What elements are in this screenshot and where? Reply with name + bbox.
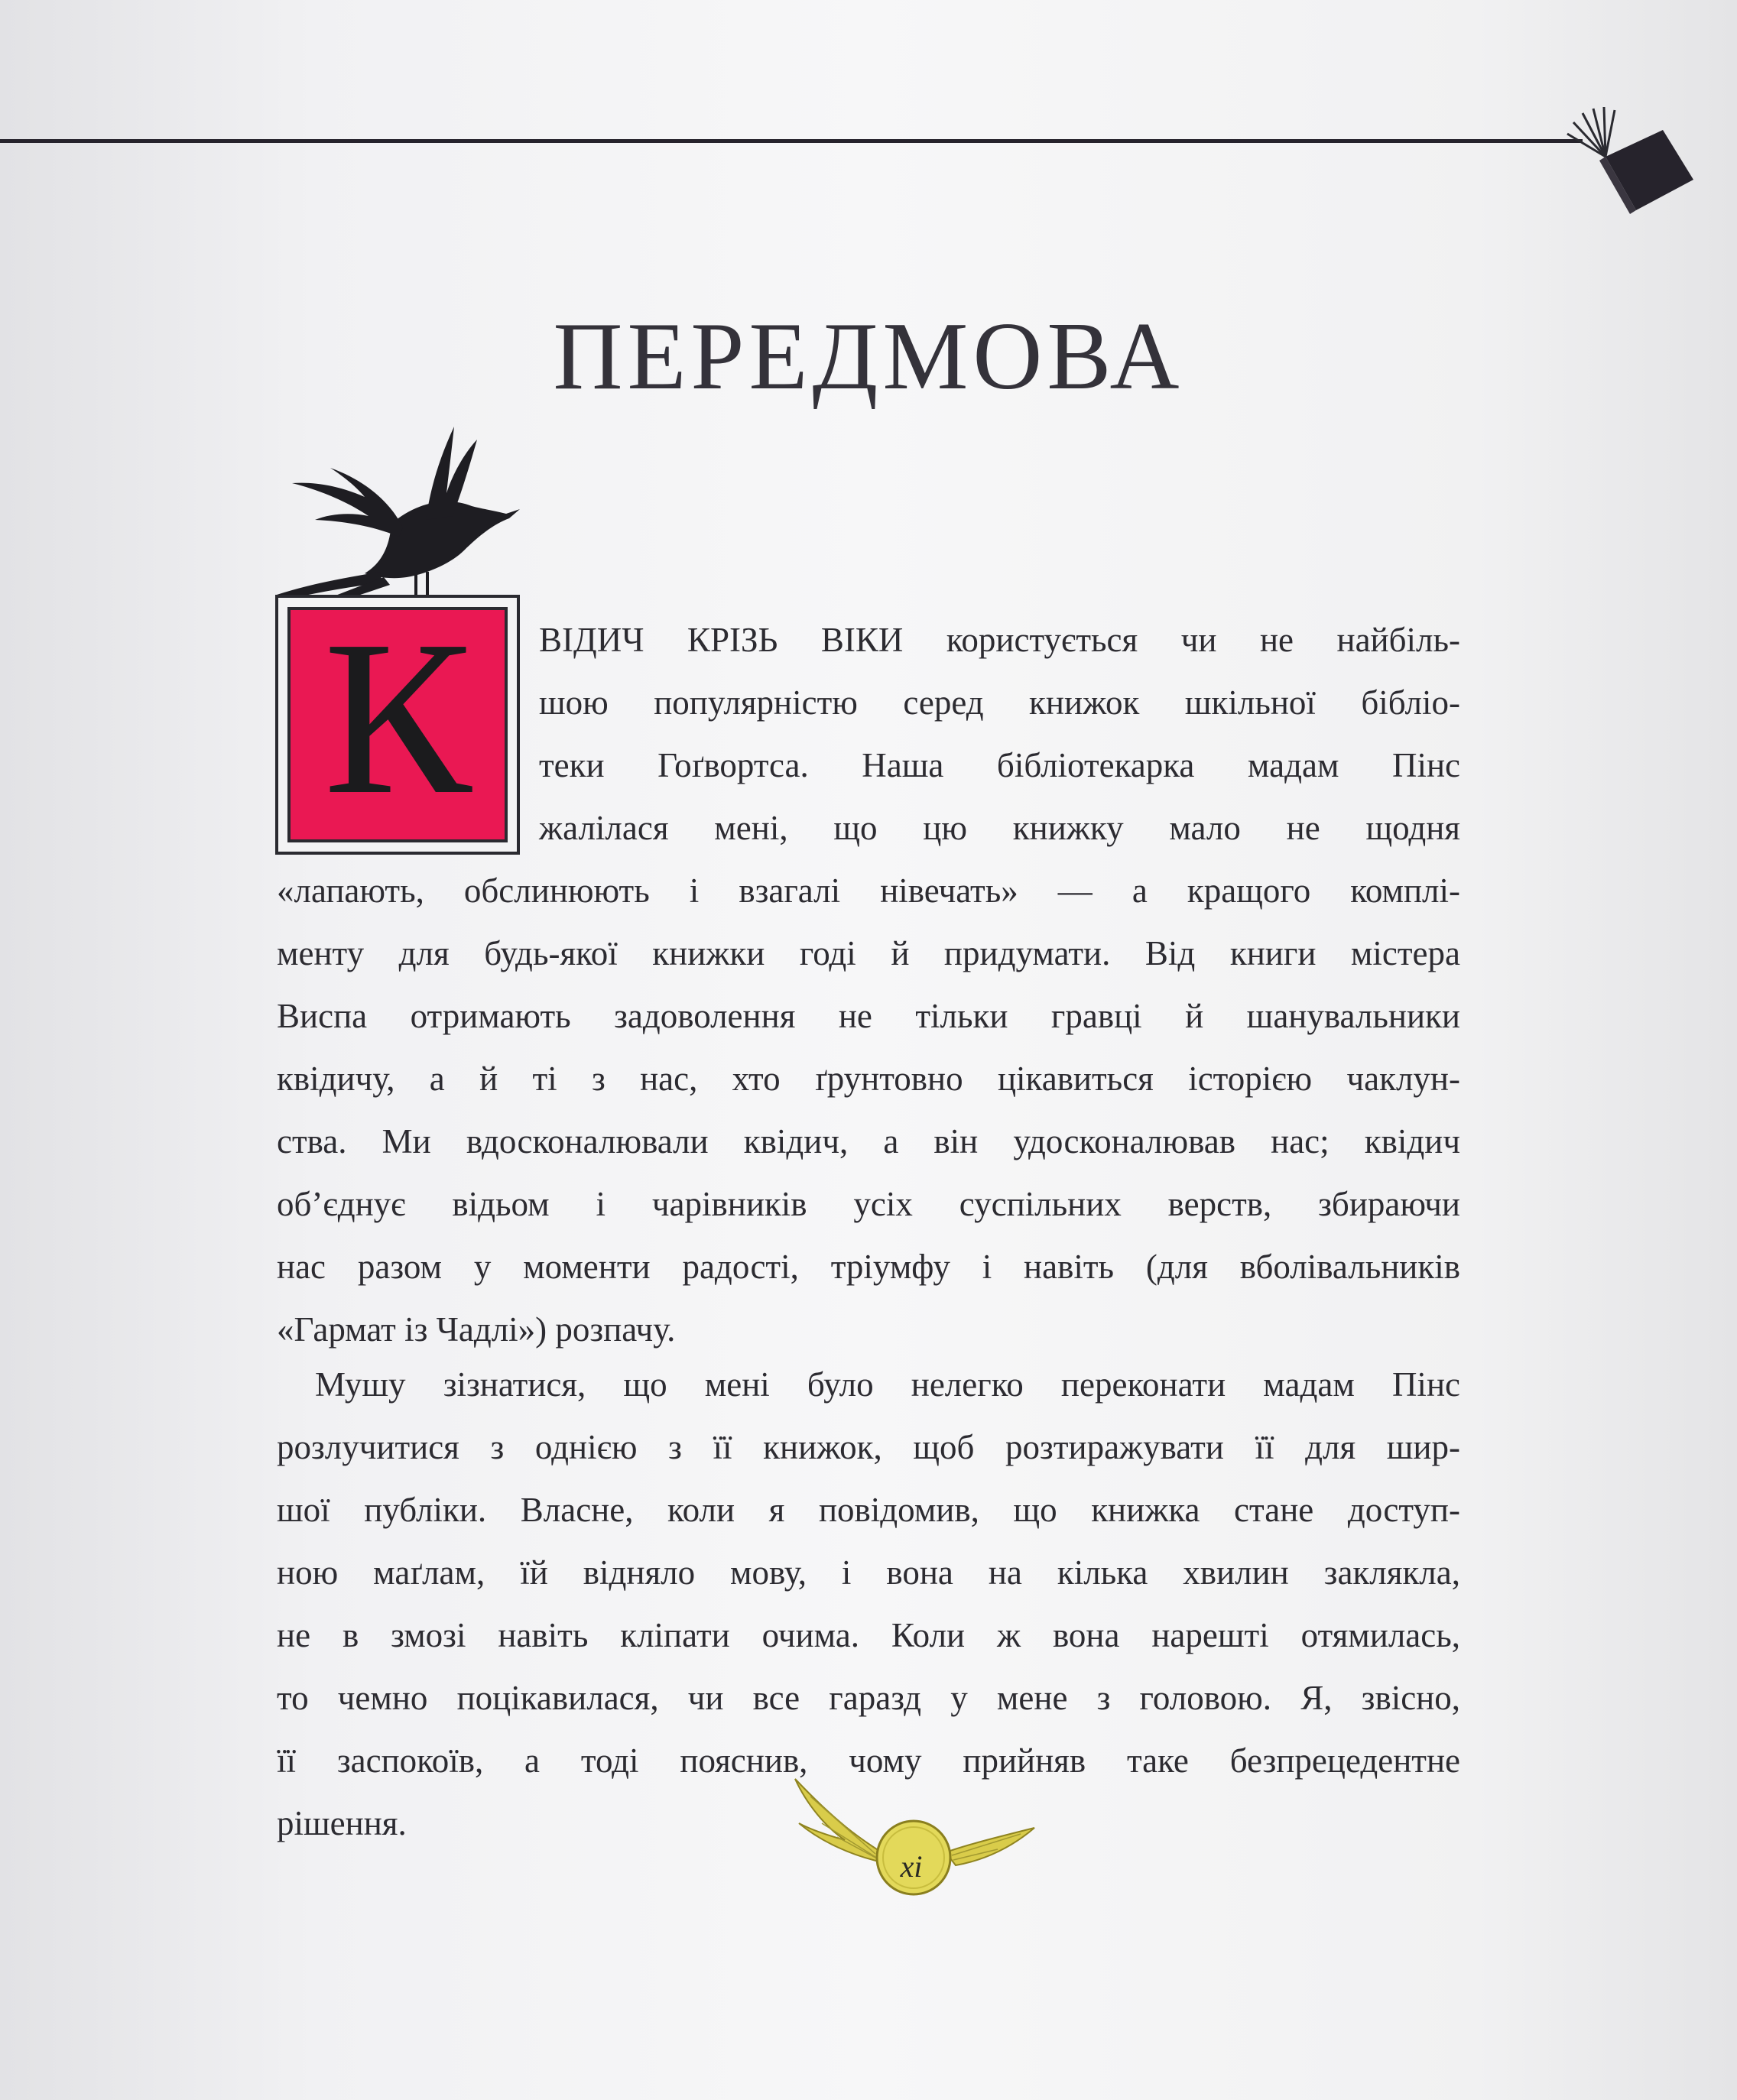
text-line: «Гармат із Чадлі») розпачу.	[277, 1310, 676, 1349]
text-line: ства. Ми вдосконалювали квідич, а він удосконалював нас; квідич	[277, 1122, 1460, 1160]
paragraph-1-body	[277, 859, 1460, 1361]
text-line: Мушу зізнатися, що мені було нелегко переконати мадам Пінс	[315, 1365, 1460, 1404]
text-line: не в змозі навіть кліпати очима. Коли ж вона нарешті отямилась,	[277, 1616, 1460, 1654]
text-line: нас разом у моменти радості, тріумфу і навіть (для вболівальників	[277, 1248, 1460, 1286]
page-title: ПЕРЕДМОВА	[553, 303, 1184, 410]
text-line: рішення.	[277, 1804, 407, 1842]
text-line: шою популярністю серед книжок шкільної бібліо-	[539, 683, 1460, 722]
open-book-icon	[1560, 92, 1697, 229]
text-line: об’єднує відьом і чарівників усіх суспільних верств, збираючи	[277, 1185, 1460, 1223]
text-line: «лапають, обслинюють і взагалі нівечать» — а кращого комплі-	[277, 871, 1460, 910]
drop-cap	[275, 595, 520, 855]
page-number: xi	[900, 1849, 923, 1884]
drop-cap-letter: К	[323, 595, 472, 840]
drop-cap-box	[287, 595, 508, 842]
paragraph-1-top	[539, 609, 1460, 859]
text-line: шої публіки. Власне, коли я повідомив, що книжка стане доступ-	[277, 1491, 1460, 1529]
text-line: ВІДИЧ КРІЗЬ ВІКИ користується чи не найбіль-	[539, 621, 1460, 659]
text-line: теки Гоґвортса. Наша бібліотекарка мадам Пінс	[539, 746, 1460, 784]
text-line: Виспа отримають задоволення не тільки гравці й шанувальники	[277, 997, 1460, 1035]
raven-icon	[277, 420, 529, 612]
text-line: жалілася мені, що цю книжку мало не щодня	[539, 809, 1460, 847]
text-line: менту для будь-якої книжки годі й придумати. Від книги містера	[277, 934, 1460, 972]
text-line: то чемно поцікавилася, чи все гаразд у мене з головою. Я, звісно,	[277, 1679, 1460, 1717]
text-line: квідичу, а й ті з нас, хто ґрунтовно цікавиться історією чаклун-	[277, 1060, 1460, 1098]
text-line: ною маґлам, їй відняло мову, і вона на кілька хвилин заклякла,	[277, 1553, 1460, 1592]
text-line: розлучитися з однією з її книжок, щоб розтиражувати її для шир-	[277, 1428, 1460, 1466]
text-line: її заспокоїв, а тоді пояснив, чому прийняв таке безпрецедентне	[277, 1741, 1460, 1780]
header-rule	[0, 139, 1583, 143]
